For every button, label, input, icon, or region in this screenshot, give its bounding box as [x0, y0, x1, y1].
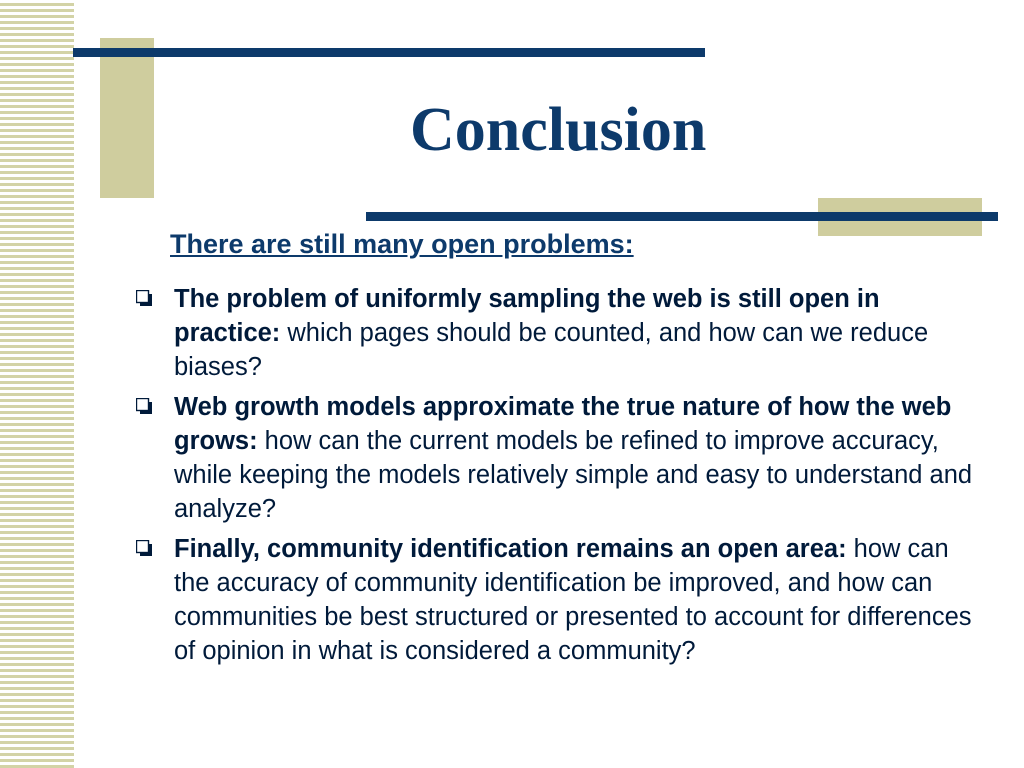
square-bullet-icon	[136, 540, 153, 557]
bullet-list	[128, 282, 988, 674]
left-stripe-decoration	[0, 0, 74, 768]
square-bullet-icon	[136, 290, 153, 307]
top-khaki-block	[100, 38, 154, 198]
bullet-1-heading: The problem of uniformly sampling the web is still open in practice:	[174, 285, 880, 347]
slide-title: Conclusion	[410, 96, 707, 164]
bullet-3-heading: Finally, community identification remains an open area:	[174, 535, 847, 563]
bullet-item-1	[128, 282, 988, 384]
top-navy-line	[73, 48, 705, 57]
bullet-2-text: how can the current models be refined to improve accuracy, while keeping the models relatively simple and easy to understand and analyze?	[174, 427, 973, 523]
bullet-3-text: how can the accuracy of community identification be improved, and how can communities be best structured or presented to account for differences of opinion in what is considered a community?	[174, 535, 972, 665]
slide-subtitle: There are still many open problems:	[170, 229, 634, 259]
mid-navy-line	[366, 212, 998, 221]
bullet-item-2	[128, 390, 988, 526]
bullet-1-text: which pages should be counted, and how can we reduce biases?	[174, 319, 929, 381]
square-bullet-icon	[136, 398, 153, 415]
bullet-item-3	[128, 532, 988, 668]
bullet-2-heading: Web growth models approximate the true nature of how the web grows:	[174, 393, 952, 455]
